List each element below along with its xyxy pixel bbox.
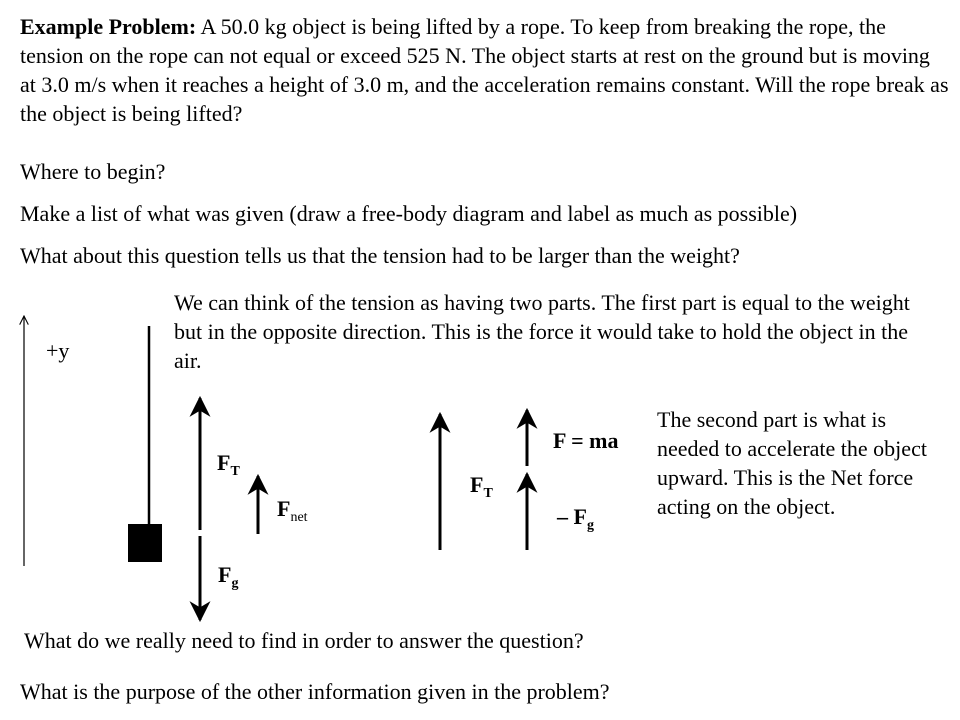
problem-heading: Example Problem: [20, 14, 197, 39]
y-axis-label: +y [46, 338, 70, 363]
question-tension-larger: What about this question tells us that the tension had to be larger than the weight? [20, 243, 740, 268]
tension-two-parts-text: We can think of the tension as having two parts. The first part is equal to the weight but in the opposite direction. This is the force it would take to hold the object in the air. [174, 290, 910, 373]
fg-label: $F_g$ [218, 562, 239, 591]
neg-fg-label: – $F_g$ [557, 504, 594, 533]
fma-label: F = ma [553, 428, 619, 453]
problem-text: A 50.0 kg object is being lifted by a rope. To keep from breaking the rope, the tension on the rope can not equal or exceed 525 N. The object starts at rest on the ground but is moving at 3.0 m/s when it reaches a height of 3.0 m, and the acceleration remains constant. Will the rope break as the object is being lifted? [20, 14, 949, 126]
second-part-text: The second part is what is needed to accelerate the object upward. This is the Net force acting on the object. [657, 407, 927, 519]
question-list-givens: Make a list of what was given (draw a free-body diagram and label as much as possible) [20, 201, 798, 226]
fnet-label: $F_{net}$ [277, 496, 308, 525]
ft-label: $F_T$ [217, 450, 240, 479]
question-where-to-begin: Where to begin? [20, 159, 166, 184]
lifted-object [128, 524, 162, 562]
ft2-label: $F_T$ [470, 472, 493, 501]
question-what-to-find: What do we really need to find in order to answer the question? [24, 628, 584, 653]
question-purpose-of-info: What is the purpose of the other information given in the problem? [20, 679, 610, 704]
